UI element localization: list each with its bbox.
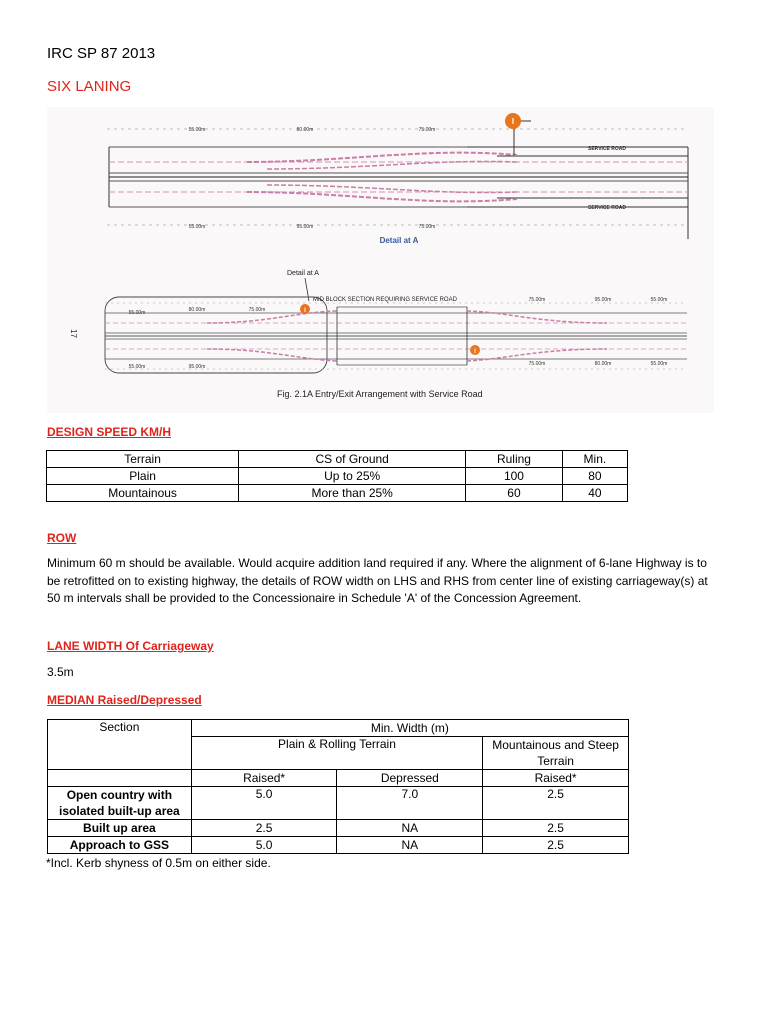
section-title: SIX LANING — [47, 78, 132, 95]
table-header: Min. — [562, 451, 627, 468]
table-cell: 5.0 — [191, 787, 337, 820]
table-cell: Up to 25% — [239, 468, 466, 485]
table-header: Mountainous and Steep Terrain — [483, 737, 629, 770]
table-cell: 80 — [562, 468, 627, 485]
dim-label: 55.00m — [650, 361, 668, 367]
road-layout-drawing — [47, 107, 714, 413]
lane-width-value: 3.5m — [47, 665, 74, 679]
table-cell: 2.5 — [483, 787, 629, 820]
row-heading: ROW — [47, 531, 77, 545]
table-cell: Approach to GSS — [48, 837, 192, 854]
dim-label: 55.00m — [188, 127, 206, 133]
table-header: Terrain — [47, 451, 239, 468]
table-header: Raised* — [191, 770, 337, 787]
marker-letter: I — [474, 349, 476, 355]
detail-at-a-label: Detail at A — [287, 270, 319, 277]
dim-label: 75.00m — [418, 127, 436, 133]
table-cell: More than 25% — [239, 485, 466, 502]
table-cell: Mountainous — [47, 485, 239, 502]
marker-letter: I — [511, 117, 515, 126]
table-cell: 2.5 — [483, 820, 629, 837]
table-row — [48, 837, 629, 854]
detail-caption: Detail at A — [379, 236, 419, 245]
table-header-row — [47, 451, 628, 468]
row-paragraph: Minimum 60 m should be available. Would acquire addition land required if any. Where the alignment of 6-lane Highway is to be retrofitted on to existing highway, the details of ROW width on LHS and RHS from center line of existing carriageway(s) at 50 m intervals shall be provided to the Concessionaire in Schedule 'A' of the Concession Agreement. — [47, 556, 708, 605]
table-cell: NA — [337, 820, 483, 837]
table-row — [48, 820, 629, 837]
table-header: Ruling — [466, 451, 563, 468]
median-footnote: *Incl. Kerb shyness of 0.5m on either side. — [46, 856, 271, 870]
table-cell: 60 — [466, 485, 563, 502]
table-cell: 5.0 — [191, 837, 337, 854]
table-header: Depressed — [337, 770, 483, 787]
lane-width-heading: LANE WIDTH Of Carriageway — [47, 639, 214, 653]
table-cell: Open country with isolated built-up area — [48, 787, 192, 820]
dim-label: 80.00m — [188, 307, 206, 313]
dim-label: 95.00m — [296, 224, 314, 230]
table-cell: Built up area — [48, 820, 192, 837]
table-row — [47, 468, 628, 485]
table-header: Plain & Rolling Terrain — [191, 737, 482, 770]
dim-label: 75.00m — [418, 224, 436, 230]
table-cell: 7.0 — [337, 787, 483, 820]
median-heading: MEDIAN Raised/Depressed — [47, 693, 202, 707]
dim-label: 55.00m — [650, 297, 668, 303]
service-road-label: SERVICE ROAD — [588, 205, 626, 211]
table-cell: 40 — [562, 485, 627, 502]
figure-caption: Fig. 2.1A Entry/Exit Arrangement with Service Road — [277, 389, 483, 399]
design-speed-heading: DESIGN SPEED KM/H — [47, 425, 172, 439]
page-number: 17 — [69, 329, 78, 338]
table-cell: NA — [337, 837, 483, 854]
table-cell: 100 — [466, 468, 563, 485]
dim-label: 55.00m — [128, 310, 146, 316]
table-cell: 2.5 — [483, 837, 629, 854]
table-header: Raised* — [483, 770, 629, 787]
dim-label: 80.00m — [296, 127, 314, 133]
mid-block-label: MID BLOCK SECTION REQUIRING SERVICE ROAD — [313, 297, 457, 303]
dim-label: 75.00m — [248, 307, 266, 313]
dim-label: 75.00m — [528, 361, 546, 367]
dim-label: 80.00m — [594, 361, 612, 367]
table-row — [48, 787, 629, 820]
marker-letter: I — [304, 308, 306, 314]
dim-label: 95.00m — [594, 297, 612, 303]
dim-label: 55.00m — [188, 224, 206, 230]
dim-label: 95.00m — [188, 364, 206, 370]
table-cell: 2.5 — [191, 820, 337, 837]
table-header: CS of Ground — [239, 451, 466, 468]
document-title: IRC SP 87 2013 — [47, 45, 156, 62]
table-header: Min. Width (m) — [191, 720, 628, 737]
table-cell: Plain — [47, 468, 239, 485]
median-table — [47, 719, 629, 854]
table-header: Section — [48, 720, 192, 770]
dim-label: 75.00m — [528, 297, 546, 303]
table-row — [47, 485, 628, 502]
service-road-label: SERVICE ROAD — [588, 146, 626, 152]
design-speed-table — [46, 450, 628, 502]
dim-label: 55.00m — [128, 364, 146, 370]
road-layout-figure — [47, 107, 714, 413]
